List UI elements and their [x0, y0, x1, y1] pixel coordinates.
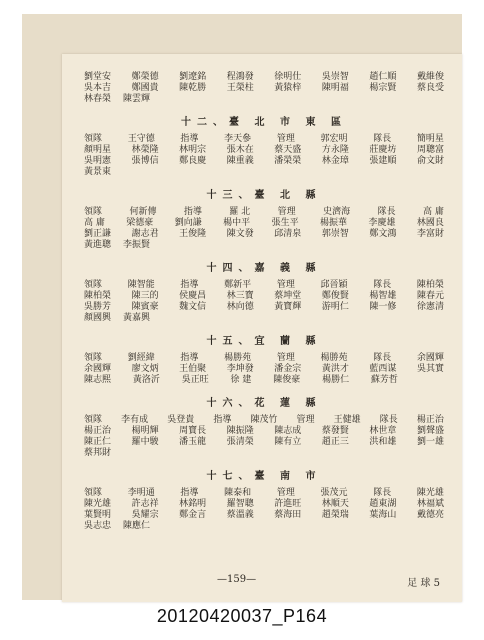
roster-name: 楊正治 [416, 415, 444, 425]
roster-name: 劉堂安 [84, 72, 112, 82]
team-section [84, 332, 444, 386]
team-section [84, 113, 444, 178]
roster-row [84, 72, 444, 83]
roster-name: 林國良 [416, 218, 444, 228]
roster-name: 楊正治 [84, 426, 112, 436]
roster-row [84, 510, 444, 521]
roster-name: 蔡坤堂 [274, 291, 302, 301]
roster-name: 劉一雄 [416, 437, 444, 447]
roster-name: 陳賓豪 [131, 302, 159, 312]
roster-name: 指導 [180, 134, 199, 144]
roster-name: 管理 [276, 353, 295, 363]
roster-name: 邱晉穎 [320, 280, 348, 290]
roster-name: 吳其實 [416, 364, 444, 374]
roster-name: 楊智雄 [369, 291, 397, 301]
roster-name: 陳振隆 [226, 426, 254, 436]
section-heading: 十二、臺 北 市 東 區 [181, 117, 347, 128]
roster-name: 王健雄 [333, 415, 361, 425]
staff-row [84, 353, 444, 364]
roster-name: 蔡良受 [416, 83, 444, 93]
roster-row [84, 83, 444, 94]
roster-name: 羅中駿 [131, 437, 159, 447]
roster-name: 羅 北 [229, 207, 251, 217]
roster-name: 林向德 [226, 302, 254, 312]
roster-name: 管理 [276, 488, 295, 498]
roster-name: 俞文財 [416, 156, 444, 166]
roster-name: 鄭榮德 [131, 72, 159, 82]
roster-name: 楊勝苑 [224, 353, 252, 363]
team-section [84, 259, 444, 324]
section-heading: 十七、臺 南 市 [206, 471, 322, 482]
team-section [84, 186, 444, 251]
roster-name: 吳崇智 [321, 72, 349, 82]
roster-name: 周寶長 [179, 426, 207, 436]
roster-name: 葉海山 [369, 510, 397, 520]
roster-name: 陳智能 [127, 280, 155, 290]
staff-row [84, 134, 444, 145]
roster-name: 李明通 [127, 488, 155, 498]
roster-name: 鄭國貴 [131, 83, 159, 93]
roster-name: 葉賢明 [84, 510, 112, 520]
staff-row [84, 207, 444, 218]
roster-name: 蔡發賢 [321, 426, 349, 436]
roster-name: 鄭新平 [224, 280, 252, 290]
roster-name: 張清榮 [226, 437, 254, 447]
top-roster [84, 72, 444, 105]
section-heading: 十三、臺 北 縣 [206, 190, 322, 201]
image-caption: 20120420037_P164 [156, 606, 328, 626]
roster-row [84, 375, 444, 386]
roster-name: 陳明福 [321, 83, 349, 93]
roster-name: 管理 [276, 134, 295, 144]
roster-name: 史濟海 [323, 207, 351, 217]
roster-row [84, 229, 444, 240]
roster-name: 郭崇智 [321, 229, 349, 239]
roster-name: 黃寶輝 [274, 302, 302, 312]
roster-name: 林銘明 [179, 499, 207, 509]
roster-name: 藍西谋 [369, 364, 397, 374]
roster-name: 蔡天盛 [274, 145, 302, 155]
roster-name: 李天參 [224, 134, 252, 144]
roster-name: 領隊 [84, 415, 103, 425]
roster-row [84, 426, 444, 437]
staff-row [84, 280, 444, 291]
roster-name: 管理 [276, 280, 295, 290]
roster-name: 陳春元 [416, 291, 444, 301]
roster-name: 黃嘉興 [123, 313, 151, 323]
roster-name: 王伯聚 [179, 364, 207, 374]
staff-row [84, 488, 444, 499]
roster-name: 領隊 [84, 207, 103, 217]
roster-name: 鄭良慶 [179, 156, 207, 166]
roster-name: 許志祥 [131, 499, 159, 509]
roster-name: 楊振華 [320, 218, 348, 228]
roster-row [84, 302, 444, 313]
roster-name: 趙正三 [321, 437, 349, 447]
roster-name: 吳明憲 [84, 156, 112, 166]
roster-name: 陳應仁 [123, 521, 151, 531]
roster-name: 林金璋 [321, 156, 349, 166]
roster-row [84, 145, 444, 156]
roster-name: 陳光雄 [84, 499, 112, 509]
page-number: —159— [217, 574, 257, 585]
roster-name: 陳雲輝 [123, 94, 151, 104]
roster-name: 林順天 [321, 499, 349, 509]
team-section [84, 394, 444, 459]
roster-name: 吳本吉 [84, 83, 112, 93]
roster-name: 劉向謙 [174, 218, 202, 228]
section-heading: 十五、宜 蘭 縣 [206, 336, 322, 347]
roster-name: 陳泰和 [224, 488, 252, 498]
roster-name: 指導 [180, 353, 199, 363]
roster-name: 陳柏榮 [416, 280, 444, 290]
roster-name: 徐明仕 [274, 72, 302, 82]
roster-name: 林三寶 [226, 291, 254, 301]
roster-name: 蔡溫義 [226, 510, 254, 520]
roster-name: 李富財 [416, 229, 444, 239]
roster-name: 劉遼銘 [179, 72, 207, 82]
roster-name: 林世章 [369, 426, 397, 436]
roster-name: 吳登貴 [167, 415, 195, 425]
roster-row [84, 291, 444, 302]
roster-name: 黃洪才 [321, 364, 349, 374]
roster-name: 潘榮榮 [274, 156, 302, 166]
roster-name: 方永隆 [321, 145, 349, 155]
roster-name: 簡明星 [416, 134, 444, 144]
roster-name: 羅智聰 [226, 499, 254, 509]
roster-row [84, 313, 444, 324]
roster-name: 徐 建 [230, 375, 252, 385]
roster-name: 劉聲盛 [416, 426, 444, 436]
roster-name: 顏國興 [84, 313, 112, 323]
roster-name: 楊明輝 [131, 426, 159, 436]
roster-name: 李慶雄 [368, 218, 396, 228]
roster-name: 趙東湖 [369, 499, 397, 509]
roster-name: 何新傳 [129, 207, 157, 217]
roster-name: 程鴻發 [226, 72, 254, 82]
roster-name: 張木在 [226, 145, 254, 155]
roster-name: 吳正旺 [181, 375, 209, 385]
roster-name: 王榮柱 [226, 83, 254, 93]
team-section [84, 467, 444, 532]
roster-row [84, 448, 444, 459]
roster-name: 李坤發 [226, 364, 254, 374]
roster-name: 管理 [296, 415, 315, 425]
roster-name: 戴維俊 [416, 72, 444, 82]
roster-name: 指導 [180, 280, 199, 290]
roster-name: 陳文發 [226, 229, 254, 239]
roster-name: 趙榮瑞 [321, 510, 349, 520]
roster-row [84, 167, 444, 178]
roster-name: 指導 [180, 488, 199, 498]
roster-name: 吳志忠 [84, 521, 112, 531]
roster-name: 趙仁順 [369, 72, 397, 82]
section-heading: 十六、花 蓮 縣 [206, 398, 322, 409]
roster-name: 指導 [183, 207, 202, 217]
roster-name: 隊長 [373, 134, 392, 144]
roster-name: 廖文炳 [131, 364, 159, 374]
roster-name: 領隊 [84, 134, 103, 144]
roster-name: 鄭金言 [179, 510, 207, 520]
roster-row [84, 437, 444, 448]
roster-name: 黃洛沂 [132, 375, 160, 385]
roster-name: 高 庸 [84, 218, 105, 228]
section-heading: 十四、嘉 義 縣 [206, 263, 322, 274]
roster-name: 隊長 [373, 353, 392, 363]
roster-name: 謝志君 [131, 229, 159, 239]
roster-row [84, 156, 444, 167]
roster-name: 陳有立 [274, 437, 302, 447]
roster-name: 潘玉龍 [179, 437, 207, 447]
scanned-sheet [22, 14, 462, 600]
roster-row [84, 521, 444, 532]
running-head: 足 球 5 [407, 578, 440, 589]
roster-name: 隊長 [379, 415, 398, 425]
roster-row [84, 364, 444, 375]
roster-name: 余國輝 [416, 353, 444, 363]
roster-name: 黃進聰 [84, 240, 112, 250]
roster-name: 陳志熙 [84, 375, 112, 385]
roster-name: 梁德豪 [126, 218, 154, 228]
roster-name: 蔡海田 [274, 510, 302, 520]
roster-name: 隊長 [377, 207, 396, 217]
roster-name: 戴德亮 [416, 510, 444, 520]
roster-name: 隊長 [373, 280, 392, 290]
roster-name: 張生平 [271, 218, 299, 228]
roster-name: 王俊隆 [179, 229, 207, 239]
roster-name: 許進旺 [274, 499, 302, 509]
roster-name: 蘇芳哲 [370, 375, 398, 385]
roster-row [84, 240, 444, 251]
roster-name: 陳正仁 [84, 437, 112, 447]
roster-name: 鄭俊賢 [321, 291, 349, 301]
roster-name: 莊慶坊 [369, 145, 397, 155]
roster-name: 劉正謙 [84, 229, 112, 239]
roster-name: 指導 [213, 415, 232, 425]
roster-name: 李有成 [121, 415, 149, 425]
page-footer [62, 574, 462, 588]
roster-name: 黃景東 [84, 167, 112, 177]
roster-text [84, 72, 444, 536]
book-page [62, 54, 462, 602]
roster-name: 陳三的 [131, 291, 159, 301]
roster-name: 陳俊豪 [273, 375, 301, 385]
roster-name: 游明仁 [321, 302, 349, 312]
roster-name: 鄭文鴻 [369, 229, 397, 239]
roster-name: 顏明星 [84, 145, 112, 155]
roster-name: 隊長 [373, 488, 392, 498]
roster-name: 陳茂竹 [250, 415, 278, 425]
roster-name: 領隊 [84, 353, 103, 363]
roster-name: 劉經緯 [127, 353, 155, 363]
roster-name: 陳一修 [369, 302, 397, 312]
roster-name: 楊勝仁 [322, 375, 350, 385]
roster-row [84, 94, 444, 105]
roster-name: 魏文信 [179, 302, 207, 312]
roster-name: 楊中平 [223, 218, 251, 228]
roster-name: 楊宗賢 [369, 83, 397, 93]
roster-name: 侯慶昌 [179, 291, 207, 301]
roster-row [84, 218, 444, 229]
roster-name: 陳乾勝 [179, 83, 207, 93]
roster-name: 高 庸 [423, 207, 444, 217]
roster-name: 林榮隆 [131, 145, 159, 155]
roster-name: 張建順 [369, 156, 397, 166]
roster-name: 吳耀宗 [131, 510, 159, 520]
roster-name: 領隊 [84, 488, 103, 498]
roster-name: 管理 [277, 207, 296, 217]
roster-name: 潘金宗 [274, 364, 302, 374]
roster-name: 陳重義 [226, 156, 254, 166]
roster-name: 吳勝芳 [84, 302, 112, 312]
staff-row [84, 415, 444, 426]
roster-name: 陳志成 [274, 426, 302, 436]
roster-name: 王守德 [127, 134, 155, 144]
roster-row [84, 499, 444, 510]
roster-name: 林明宗 [179, 145, 207, 155]
roster-name: 領隊 [84, 280, 103, 290]
roster-name: 楊勝苑 [320, 353, 348, 363]
roster-name: 余國輝 [84, 364, 112, 374]
roster-name: 陳光雄 [416, 488, 444, 498]
roster-name: 郭宏明 [320, 134, 348, 144]
roster-name: 邱清泉 [274, 229, 302, 239]
roster-name: 林福斌 [416, 499, 444, 509]
roster-name: 徐憲清 [416, 302, 444, 312]
roster-name: 洪和雄 [369, 437, 397, 447]
roster-name: 黃猿梓 [274, 83, 302, 93]
roster-name: 李振賢 [123, 240, 151, 250]
roster-name: 蔡邦財 [84, 448, 112, 458]
roster-name: 張茂元 [320, 488, 348, 498]
roster-name: 陳柏榮 [84, 291, 112, 301]
roster-name: 張博信 [131, 156, 159, 166]
roster-name: 周聰富 [416, 145, 444, 155]
roster-name: 林春榮 [84, 94, 112, 104]
